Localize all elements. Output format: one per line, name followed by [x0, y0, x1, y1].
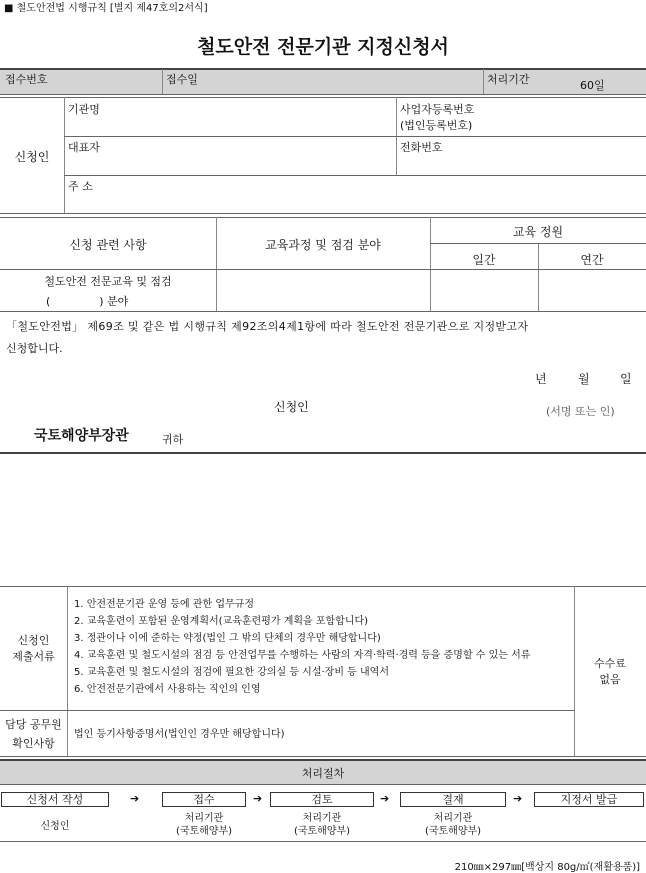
procedure-title: 처리절차 [301, 767, 345, 780]
statement-line-1: 「철도안전법」 제69조 및 같은 법 시행규칙 제92조의4제1항에 따라 철도안전 전문기관으로 지정받고자 [6, 320, 529, 333]
page-title: 철도안전 전문기관 지정신청서 [197, 36, 449, 58]
receipt-date-label: 접수일 [166, 73, 198, 86]
step-review: 검토 [270, 792, 374, 807]
col-application-matter: 신청 관련 사항 [69, 238, 147, 252]
col-education-quota: 교육 정원 [512, 225, 564, 239]
paper-spec-footer: 210㎜×297㎜[백상지 80g/㎡(재활용품)] [454, 862, 640, 873]
signature-label: (서명 또는 인) [546, 405, 615, 418]
col-yearly: 연간 [580, 253, 604, 267]
addressee: 국토해양부장관 [34, 428, 129, 444]
fee-value: 없음 [599, 673, 621, 686]
document-item: 1. 안전전문기관 운영 등에 관한 업무규정 [74, 599, 254, 610]
addressee-suffix: 귀하 [162, 433, 184, 446]
corp-number-label: (법인등록번호) [400, 119, 473, 132]
document-item: 2. 교육훈련이 포함된 운영계획서(교육훈련평가 계획을 포함합니다) [74, 616, 369, 627]
row-field-blank: ( ) 분야 [46, 295, 129, 308]
document-item: 5. 교육훈련 및 철도시설의 점검에 필요한 강의실 등 시설·장비 등 내역서 [74, 667, 389, 678]
official-check-item: 법인 등기사항증명서(법인인 경우만 해당합니다) [74, 729, 285, 740]
actor-processing-org: 처리기관 [184, 813, 224, 824]
document-list [74, 596, 530, 698]
fee-label: 수수료 [594, 657, 626, 670]
org-name-label: 기관명 [68, 103, 100, 116]
actor-applicant: 신청인 [40, 821, 70, 832]
arrow-right-icon: ➔ [130, 792, 140, 805]
step-approval: 결재 [400, 792, 506, 807]
col-course-field: 교육과정 및 점검 분야 [265, 238, 381, 252]
actor-ministry: (국토해양부) [175, 826, 233, 837]
step-application-writing: 신청서 작성 [1, 792, 109, 807]
submit-docs-label-1: 신청인 [17, 634, 50, 647]
arrow-right-icon: ➔ [253, 792, 263, 805]
official-check-label-2: 확인사항 [12, 737, 55, 750]
statement-line-2: 신청합니다. [6, 342, 63, 355]
form-header-note: ■ 철도안전법 시행규칙 [별지 제47호의2서식] [4, 3, 208, 14]
processing-period-value: 60일 [580, 79, 605, 92]
processing-period-label: 처리기간 [487, 73, 530, 86]
document-item: 3. 정관이나 이에 준하는 약정(법인 그 밖의 단체의 경우만 해당합니다) [74, 633, 381, 644]
arrow-right-icon: ➔ [380, 792, 390, 805]
actor-ministry: (국토해양부) [424, 826, 482, 837]
row-safety-education: 철도안전 전문교육 및 점검 [44, 275, 172, 288]
receipt-bar [0, 69, 646, 94]
actor-ministry: (국토해양부) [293, 826, 351, 837]
biz-number-label: 사업자등록번호 [400, 103, 475, 116]
document-item: 6. 안전전문기관에서 사용하는 직인의 인영 [74, 684, 261, 695]
submit-docs-label-2: 제출서류 [12, 650, 55, 663]
date-year-label: 년 [535, 372, 547, 386]
step-receipt: 접수 [162, 792, 246, 807]
receipt-number-label: 접수번호 [5, 73, 48, 86]
actor-processing-org: 처리기관 [302, 813, 342, 824]
date-month-label: 월 [578, 372, 590, 386]
official-check-label-1: 담당 공무원 [5, 718, 62, 731]
representative-label: 대표자 [68, 141, 100, 154]
address-label: 주 소 [68, 180, 93, 193]
step-designation-issue: 지정서 발급 [534, 792, 644, 807]
applicant-section-label: 신청인 [14, 150, 50, 164]
actor-processing-org: 처리기관 [433, 813, 473, 824]
date-day-label: 일 [620, 372, 632, 386]
col-daily: 일간 [472, 253, 496, 267]
arrow-right-icon: ➔ [513, 792, 523, 805]
phone-label: 전화번호 [400, 141, 443, 154]
document-item: 4. 교육훈련 및 철도시설의 점검 등 안전업무를 수행하는 사람의 자격·학력·경력 등을 증명할 수 있는 서류 [74, 650, 531, 661]
signer-label: 신청인 [274, 400, 309, 414]
